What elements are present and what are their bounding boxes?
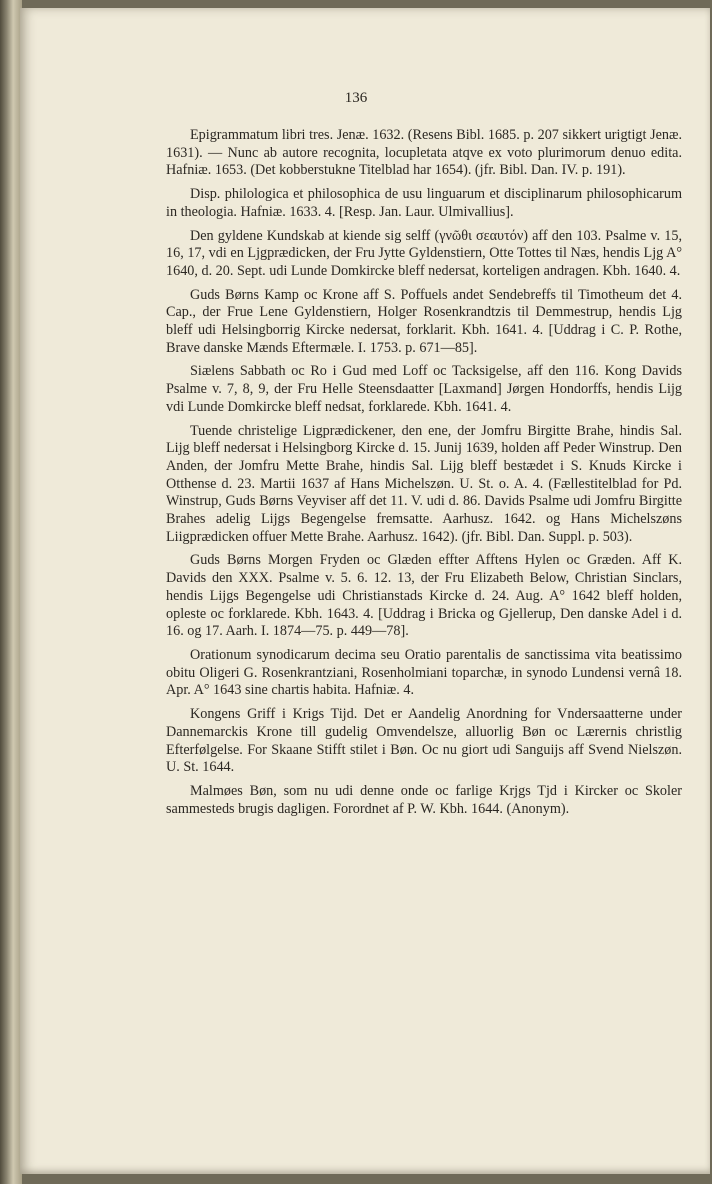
bibliography-entry: Guds Børns Kamp oc Krone aff S. Poffuels andet Sendebreffs til Timotheum det 4. Cap., der Frue Lene Gyldenstiern, Holger Rosenkrandtzis til Demmestrup, hendis Ljg bleff udi Helsingborrig Kircke nedersat, forklarit. Kbh. 1641. 4. [Uddrag i C. P. Rothe, Brave danske Mænds Eftermæle. I. 1753. p. 671—85]. — [166, 286, 682, 356]
bibliography-entry: Kongens Griff i Krigs Tijd. Det er Aandelig Anordning for Vndersaatterne under Dannemarckis Krone till gudelig Omvendelsze, alluorlig Bøn oc Lærernis christlig Efterfølgelse. For Skaane Stifft stilet i Bøn. Oc nu giort udi Sanguijs aff Svend Nielszøn. U. St. 1644. — [166, 706, 682, 776]
bibliography-text — [166, 127, 682, 824]
bibliography-entry: Epigrammatum libri tres. Jenæ. 1632. (Resens Bibl. 1685. p. 207 sikkert urigtigt Jenæ. 1631). — Nunc ab autore recognita, locupletata atqve ex voto plurimorum denuo edita. Hafniæ. 1653. (Det kobberstukne Titelblad har 1654). (jfr. Bibl. Dan. IV. p. 191). — [166, 127, 682, 179]
book-binding — [0, 0, 22, 1184]
bibliography-entry: Siælens Sabbath oc Ro i Gud med Loff oc Tacksigelse, aff den 116. Kong Davids Psalme v. 7, 8, 9, der Fru Helle Steensdaatter [Laxmand] Jørgen Hondorffs, hendis Lijg vdi Lunde Domkircke bleff nedsat, forklarede. Kbh. 1641. 4. — [166, 363, 682, 415]
page-number: 136 — [344, 90, 368, 106]
bibliography-entry: Guds Børns Morgen Fryden oc Glæden effter Afftens Hylen oc Græden. Aff K. Davids den XXX. Psalme v. 5. 6. 12. 13, der Fru Elizabeth Below, Christian Sinclars, hendis Lijgs Begengelse udi Christianstads Kircke d. 24. Aug. A° 1642 bleff holden, opleste oc forklarede. Kbh. 1643. 4. [Uddrag i Bricka og Gjellerup, Den danske Adel i d. 16. og 17. Aarh. I. 1874—75. p. 449—78]. — [166, 552, 682, 640]
bibliography-entry: Den gyldene Kundskab at kiende sig selff (γνῶθι σεαυτόν) aff den 103. Psalme v. 15, 16, 17, vdi en Ljgprædicken, der Fru Jytte Gyldenstiern, Otte Tottes til Næs, hendis Ljg A° 1640, d. 20. Sept. udi Lunde Domkircke bleff nedersat, korteligen andragen. Kbh. 1640. 4. — [166, 227, 682, 279]
bibliography-entry: Disp. philologica et philosophica de usu linguarum et disciplinarum philosophicarum in theologia. Hafniæ. 1633. 4. [Resp. Jan. Laur. Ulmivallius]. — [166, 186, 682, 220]
bibliography-entry: Malmøes Bøn, som nu udi denne onde oc farlige Krjgs Tjd i Kircker oc Skoler sammesteds brugis dagligen. Forordnet af P. W. Kbh. 1644. (Anonym). — [166, 782, 682, 817]
bibliography-entry: Tuende christelige Ligprædickener, den ene, der Jomfru Birgitte Brahe, hindis Sal. Lijg bleff nedersat i Helsingborg Kircke d. 15. Junij 1639, holden aff Peder Winstrup. Den Anden, der Jomfru Mette Brahe, hindis Sal. Lijg bleff bestædet i S. Knuds Kircke i Otthense d. 23. Martii 1637 af Hans Michelszøn. U. St. o. A. 4. (Fællestitelblad for Pd. Winstrup, Guds Børns Veyviser aff det 11. V. udi d. 86. Davids Psalme udi Jomfru Birgitte Brahes adelig Lijgs Begengelse fremsatte. Aarhusz. 1642. og Hans Michelszøns Liigprædicken offuer Mette Brahe. Aarhusz. 1642). (jfr. Bibl. Dan. Suppl. p. 503). — [166, 422, 682, 545]
bibliography-entry: Orationum synodicarum decima seu Oratio parentalis de sanctissima vita beatissimo obitu Oligeri G. Rosenkrantziani, Rosenholmiani toparchæ, in synodo Lundensi vernâ 18. Apr. A° 1643 sine chartis habita. Hafniæ. 4. — [166, 646, 682, 699]
